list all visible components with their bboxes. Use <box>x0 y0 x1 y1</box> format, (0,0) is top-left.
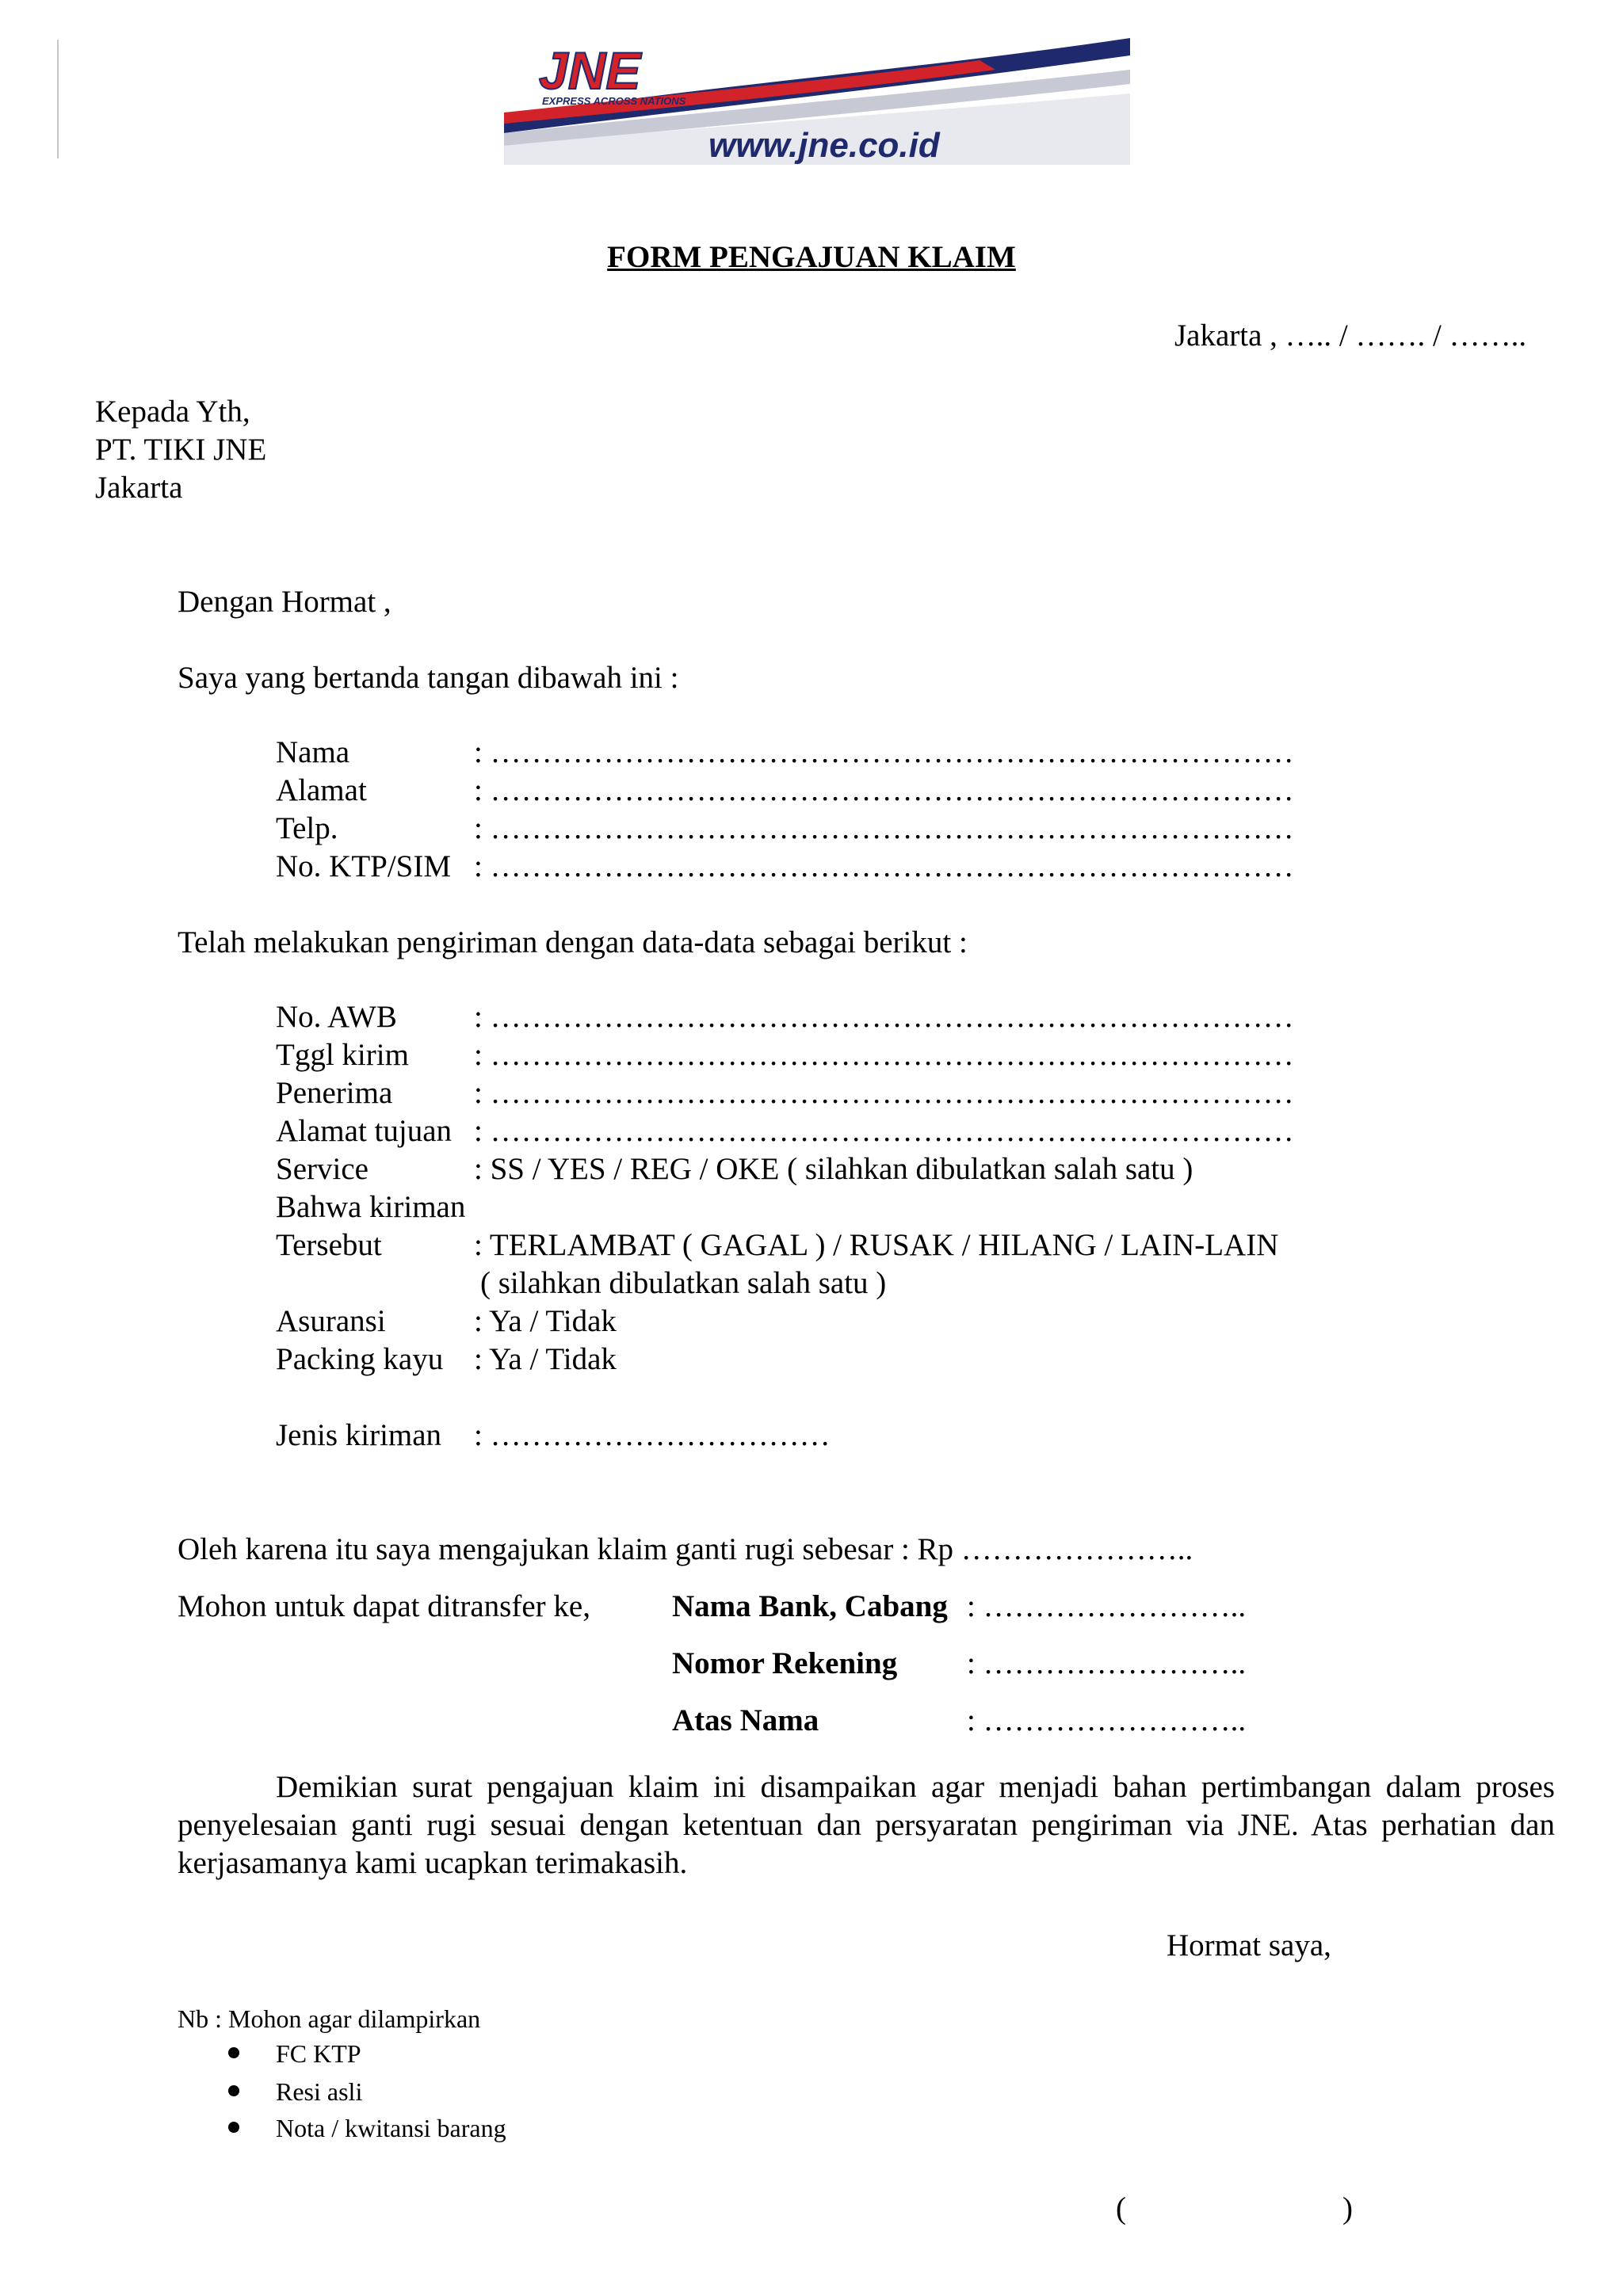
field-label-tggl-kirim: Tggl kirim <box>276 1038 409 1072</box>
status-label-1: Bahwa kiriman <box>276 1190 466 1224</box>
logo-brand: JNE <box>539 41 641 100</box>
intro-text: Saya yang bertanda tangan dibawah ini : <box>178 661 679 695</box>
field-value-asuransi: : Ya / Tidak <box>474 1304 617 1338</box>
transfer-intro: Mohon untuk dapat ditransfer ke, <box>178 1589 590 1623</box>
bullet-icon <box>228 2122 239 2133</box>
field-label-penerima: Penerima <box>276 1076 393 1110</box>
field-value-ktp: : …………………………………………………………………… <box>474 849 1294 883</box>
field-value-nama: : …………………………………………………………………… <box>474 735 1294 769</box>
shipment-intro: Telah melakukan pengiriman dengan data-data sebagai berikut : <box>178 925 968 959</box>
field-value-telp: : …………………………………………………………………… <box>474 811 1294 845</box>
status-label-2: Tersebut <box>276 1228 382 1262</box>
logo-url: www.jne.co.id <box>708 126 940 165</box>
field-label-awb: No. AWB <box>276 1000 397 1034</box>
margin-line <box>57 40 59 158</box>
field-value-alamat: : …………………………………………………………………… <box>474 773 1294 807</box>
bullet-icon <box>228 2085 239 2096</box>
field-label-ktp: No. KTP/SIM <box>276 849 452 883</box>
jne-logo <box>504 38 1130 165</box>
recipient-line-1: Kepada Yth, <box>95 395 250 429</box>
greeting: Dengan Hormat , <box>178 585 391 619</box>
form-title: FORM PENGAJUAN KLAIM <box>607 240 1016 274</box>
field-value-alamat-tujuan: : …………………………………………………………………… <box>474 1114 1294 1148</box>
note-item-1: FC KTP <box>276 2039 361 2068</box>
date-line: Jakarta , ….. / ……. / …….. <box>1174 318 1527 353</box>
note-title: Nb : Mohon agar dilampirkan <box>178 2004 481 2033</box>
recipient-line-2: PT. TIKI JNE <box>95 433 267 467</box>
closing-paragraph-text: Demikian surat pengajuan klaim ini disampaikan agar menjadi bahan pertimbangan dalam proses penyelesaian ganti rugi sesuai dengan ketentuan dan persyaratan pengiriman via JNE. Atas perhatian dan kerjasamanya kami ucapkan terimakasih. <box>178 1770 1555 1880</box>
field-label-telp: Telp. <box>276 811 338 845</box>
status-note: ( silahkan dibulatkan salah satu ) <box>480 1266 887 1300</box>
field-value-service: : SS / YES / REG / OKE ( silahkan dibulatkan salah satu ) <box>474 1152 1193 1186</box>
field-label-packing: Packing kayu <box>276 1342 444 1376</box>
field-label-jenis: Jenis kiriman <box>276 1418 442 1452</box>
bank-label-name: Nama Bank, Cabang <box>672 1589 948 1623</box>
field-label-nama: Nama <box>276 735 350 769</box>
signoff: Hormat saya, <box>1167 1928 1331 1962</box>
field-value-penerima: : …………………………………………………………………… <box>474 1076 1294 1110</box>
field-value-jenis: : …………………………… <box>474 1418 831 1452</box>
logo-tagline: EXPRESS ACROSS NATIONS <box>542 95 686 107</box>
signature-close-paren: ) <box>1342 2191 1353 2225</box>
field-label-alamat-tujuan: Alamat tujuan <box>276 1114 453 1148</box>
note-item-3: Nota / kwitansi barang <box>276 2114 506 2142</box>
field-value-tggl-kirim: : …………………………………………………………………… <box>474 1038 1294 1072</box>
note-item-2: Resi asli <box>276 2077 363 2106</box>
claim-line: Oleh karena itu saya mengajukan klaim ganti rugi sebesar : Rp ………………….. <box>178 1532 1193 1566</box>
bank-label-holder: Atas Nama <box>672 1703 819 1737</box>
bank-value-holder: : …………………….. <box>967 1703 1247 1737</box>
recipient-line-3: Jakarta <box>95 471 183 505</box>
field-value-awb: : …………………………………………………………………… <box>474 1000 1294 1034</box>
bank-value-account: : …………………….. <box>967 1646 1247 1680</box>
bank-label-account: Nomor Rekening <box>672 1646 898 1680</box>
field-label-alamat: Alamat <box>276 773 367 807</box>
field-label-service: Service <box>276 1152 369 1186</box>
status-value: : TERLAMBAT ( GAGAL ) / RUSAK / HILANG / LAIN-LAIN <box>474 1228 1279 1262</box>
field-value-packing: : Ya / Tidak <box>474 1342 617 1376</box>
signature-open-paren: ( <box>1116 2191 1126 2225</box>
bank-value-name: : …………………….. <box>967 1589 1247 1623</box>
field-label-asuransi: Asuransi <box>276 1304 386 1338</box>
closing-paragraph <box>178 1768 1555 1882</box>
bullet-icon <box>228 2047 239 2058</box>
